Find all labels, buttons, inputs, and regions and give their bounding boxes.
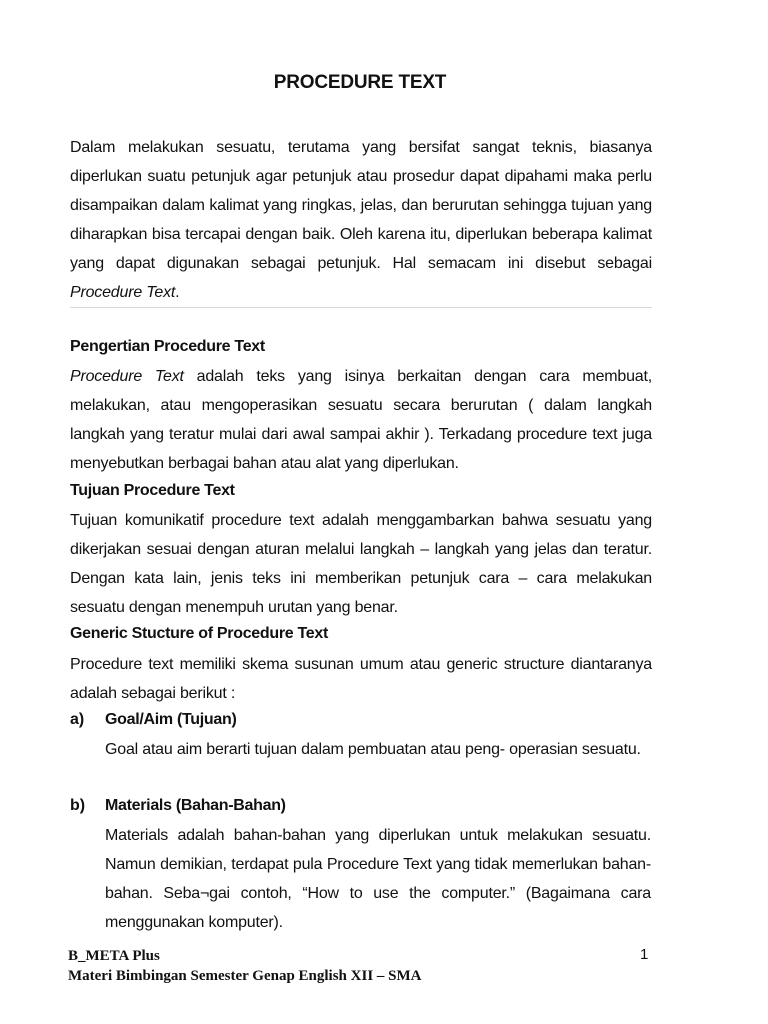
section-heading-generic-structure: Generic Stucture of Procedure Text [70, 625, 329, 642]
divider [70, 307, 652, 308]
section-paragraph-pengertian [70, 362, 652, 478]
section-paragraph-tujuan: Tujuan komunikatif procedure text adalah menggambarkan bahwa sesuatu yang dikerjakan sesuai dengan aturan melalui langkah – langkah yang jelas dan teratur. Dengan kata lain, jenis teks ini memberikan petunjuk cara – cara melakukan sesuatu dengan menempuh urutan yang benar. [70, 512, 652, 616]
pengertian-italic-term: Procedure Text [70, 368, 184, 385]
pengertian-text: adalah teks yang isinya berkaitan dengan cara membuat, melakukan, atau mengoperasikan sesuatu secara berurutan ( dalam langkah langkah yang teratur mulai dari awal sampai akhir ). Terkadang procedure text juga menyebutkan berbagai bahan atau alat yang diperlukan. [70, 368, 652, 472]
list-item-heading-materials: Materials (Bahan-Bahan) [105, 797, 286, 814]
intro-text: Dalam melakukan sesuatu, terutama yang bersifat sangat teknis, biasanya diperlukan suatu petunjuk agar petunjuk atau prosedur dapat dipahami maka perlu disampaikan dalam kalimat yang ringkas, jelas, dan berurutan sehingga tujuan yang diharapkan bisa tercapai dengan baik. Oleh karena itu, diperlukan beberapa kalimat yang dapat digunakan sebagai petunjuk. Hal semacam ini disebut sebagai [70, 139, 652, 272]
intro-end: . [175, 284, 180, 301]
section-heading-tujuan: Tujuan Procedure Text [70, 482, 235, 499]
list-item-marker: a) [70, 711, 85, 728]
page-title: PROCEDURE TEXT [273, 72, 447, 93]
section-heading-pengertian: Pengertian Procedure Text [70, 338, 265, 355]
intro-paragraph [70, 133, 652, 307]
intro-italic-term: Procedure Text [70, 284, 176, 301]
list-item-text-materials: Materials adalah bahan-bahan yang diperlukan untuk melakukan sesuatu. Namun demikian, terdapat pula Procedure Text yang tidak memerlukan bahan-bahan. Seba¬gai contoh, “How to use the computer.” (Bagaimana cara menggunakan komputer). [105, 827, 651, 931]
footer-text [68, 946, 422, 986]
footer-line-2: Materi Bimbingan Semester Genap English XII – SMA [68, 968, 422, 984]
page-number: 1 [640, 946, 649, 963]
list-item-text-goal: Goal atau aim berarti tujuan dalam pembuatan atau peng- operasian sesuatu. [105, 741, 641, 758]
list-item-heading-goal: Goal/Aim (Tujuan) [105, 711, 237, 728]
footer-line-1: B_META Plus [68, 948, 160, 964]
list-item-marker: b) [70, 797, 86, 814]
section-paragraph-generic-structure: Procedure text memiliki skema susunan umum atau generic structure diantaranya adalah sebagai berikut : [70, 656, 652, 702]
